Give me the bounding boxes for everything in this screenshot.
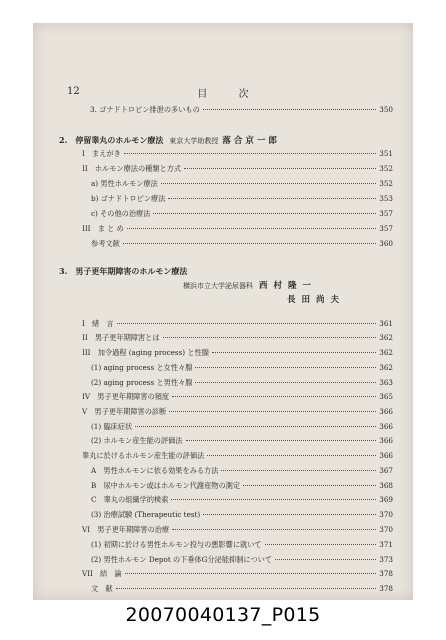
toc-entry-page: 370 <box>379 525 393 534</box>
section-heading <box>59 134 280 146</box>
toc-leader <box>123 243 377 244</box>
toc-entry-page: 368 <box>379 481 393 490</box>
toc-body <box>33 23 413 600</box>
toc-leader <box>207 455 376 456</box>
toc-leader <box>124 153 377 154</box>
book-page <box>33 23 413 600</box>
toc-leader <box>275 559 376 560</box>
image-caption: 20070040137_P015 <box>125 604 321 626</box>
toc-entry-label: IV 男子更年期障害の頻度 <box>82 392 170 401</box>
toc-entry-page: 373 <box>379 555 393 564</box>
toc-entry <box>91 179 393 188</box>
toc-entry <box>91 378 393 387</box>
toc-entry <box>82 392 393 401</box>
toc-entry <box>91 466 393 475</box>
toc-entry-page: 357 <box>379 209 393 218</box>
section-author: 西村隆一 <box>259 281 318 291</box>
toc-entry-page: 378 <box>379 584 393 593</box>
toc-leader <box>116 588 377 589</box>
toc-leader <box>243 485 376 486</box>
section-author: 落合京一郎 <box>222 136 280 146</box>
toc-entry-page: 361 <box>379 319 393 328</box>
toc-entry-label: (3) 治療試験 (Therapeutic test) <box>91 510 201 519</box>
section-title: 3. 男子更年期障害のホルモン療法 <box>59 266 188 276</box>
toc-entry-label: VII 結 論 <box>82 569 122 578</box>
running-head: 目 次 <box>197 89 263 100</box>
toc-leader <box>163 337 377 338</box>
toc-entry <box>91 239 393 248</box>
toc-entry-page: 378 <box>379 569 393 578</box>
toc-entry <box>82 224 393 233</box>
toc-entry-label: 睾丸に於けるホルモン産生能の評価法 <box>82 451 205 460</box>
toc-entry <box>91 481 393 490</box>
toc-leader <box>203 514 376 515</box>
toc-entry-label: I まえがき <box>82 149 121 158</box>
toc-entry-label: 文 献 <box>91 584 113 593</box>
toc-entry <box>91 194 393 203</box>
toc-entry-label: (1) 臨床症状 <box>91 422 133 431</box>
toc-leader <box>153 213 376 214</box>
toc-entry-page: 362 <box>379 363 393 372</box>
toc-entry-page: 363 <box>379 378 393 387</box>
toc-entry-label: I 緒 言 <box>82 319 114 328</box>
toc-entry-page: 370 <box>379 510 393 519</box>
toc-leader <box>171 499 376 500</box>
toc-entry-label: B 尿中ホルモン或はホルモン代謝産物の測定 <box>91 481 241 490</box>
toc-entry <box>91 436 393 445</box>
toc-leader <box>135 426 376 427</box>
section-affiliation: 東京大学助教授 <box>169 137 219 145</box>
section-heading <box>59 266 187 277</box>
toc-entry-page: 366 <box>379 436 393 445</box>
toc-entry <box>91 555 393 564</box>
toc-entry <box>91 510 393 519</box>
toc-entry-label: II ホルモン療法の種類と方式 <box>82 164 182 173</box>
toc-entry <box>82 407 393 416</box>
toc-entry-page: 360 <box>379 239 393 248</box>
section-author-2: 長田尚夫 <box>287 295 346 305</box>
toc-leader <box>161 183 376 184</box>
toc-entry-page: 352 <box>379 164 393 173</box>
toc-leader <box>127 228 376 229</box>
toc-leader <box>203 109 377 110</box>
toc-entry-label: (2) 男性ホルモン Depot の下垂体G分泌能抑制について <box>91 555 273 564</box>
toc-entry-page: 366 <box>379 422 393 431</box>
toc-entry <box>82 525 393 534</box>
toc-entry-page: 362 <box>379 333 393 342</box>
toc-leader <box>265 544 377 545</box>
toc-entry-label: c) その他の治療法 <box>91 209 151 218</box>
toc-leader <box>168 198 376 199</box>
toc-entry-page: 371 <box>379 540 393 549</box>
toc-entry <box>82 569 393 578</box>
toc-entry-label: III ま と め <box>82 224 124 233</box>
toc-leader <box>184 168 376 169</box>
toc-entry-page: 350 <box>379 105 393 114</box>
toc-entry <box>91 540 393 549</box>
toc-entry <box>82 348 393 357</box>
toc-entry <box>90 105 393 114</box>
toc-leader <box>169 411 376 412</box>
toc-leader <box>172 529 376 530</box>
toc-entry-label: 3. ゴナドトロピン排泄の多いもの <box>90 105 200 114</box>
section-affiliation: 横浜市立大学泌尿器科 <box>183 282 253 290</box>
toc-entry-label: II 男子更年期障害とは <box>82 333 160 342</box>
toc-leader <box>117 323 377 324</box>
toc-entry <box>91 495 393 504</box>
page-number: 12 <box>67 86 80 97</box>
toc-entry-page: 369 <box>379 495 393 504</box>
toc-entry-page: 366 <box>379 451 393 460</box>
toc-entry-page: 353 <box>379 194 393 203</box>
toc-entry <box>91 209 393 218</box>
toc-leader <box>195 367 376 368</box>
toc-entry-page: 367 <box>379 466 393 475</box>
toc-leader <box>186 440 377 441</box>
toc-entry <box>82 451 393 460</box>
toc-entry-page: 351 <box>379 149 393 158</box>
toc-entry-label: III 加令過程 (aging process) と性腺 <box>82 348 209 357</box>
toc-leader <box>212 352 376 353</box>
toc-entry-label: (1) aging process と女性々腺 <box>91 363 193 372</box>
toc-entry-label: C 睾丸の組織学的検索 <box>91 495 169 504</box>
section-title: 2. 停留睾丸のホルモン療法 <box>59 135 164 145</box>
toc-entry-page: 362 <box>379 348 393 357</box>
toc-entry-label: b) ゴナドトロピン療法 <box>91 194 166 203</box>
toc-entry-label: (1) 初期に於ける男性ホルモン投与の悪影響に就いて <box>91 540 262 549</box>
toc-entry <box>91 584 393 593</box>
toc-entry <box>82 164 393 173</box>
toc-entry-page: 352 <box>379 179 393 188</box>
toc-entry <box>82 319 393 328</box>
toc-entry <box>91 422 393 431</box>
toc-entry-label: V 男子更年期障害の診断 <box>82 407 167 416</box>
toc-entry <box>91 363 393 372</box>
toc-leader <box>221 470 376 471</box>
toc-leader <box>125 573 377 574</box>
section-affiliation-line <box>183 279 317 291</box>
toc-entry-label: (2) aging process と男性々腺 <box>91 378 193 387</box>
toc-leader <box>172 396 376 397</box>
toc-entry <box>82 333 393 342</box>
toc-entry-page: 365 <box>379 392 393 401</box>
toc-entry-label: 参考文献 <box>91 239 120 248</box>
toc-entry-page: 357 <box>379 224 393 233</box>
toc-leader <box>195 382 376 383</box>
toc-entry-label: (2) ホルモン産生能の評価法 <box>91 436 183 445</box>
toc-entry-label: a) 男性ホルモン療法 <box>91 179 158 188</box>
toc-entry <box>82 149 393 158</box>
toc-entry-label: VI 男子更年期障害の治療 <box>82 525 170 534</box>
toc-entry-label: A 男性ホルモンに依る効果をみる方法 <box>91 466 219 475</box>
toc-entry-page: 366 <box>379 407 393 416</box>
